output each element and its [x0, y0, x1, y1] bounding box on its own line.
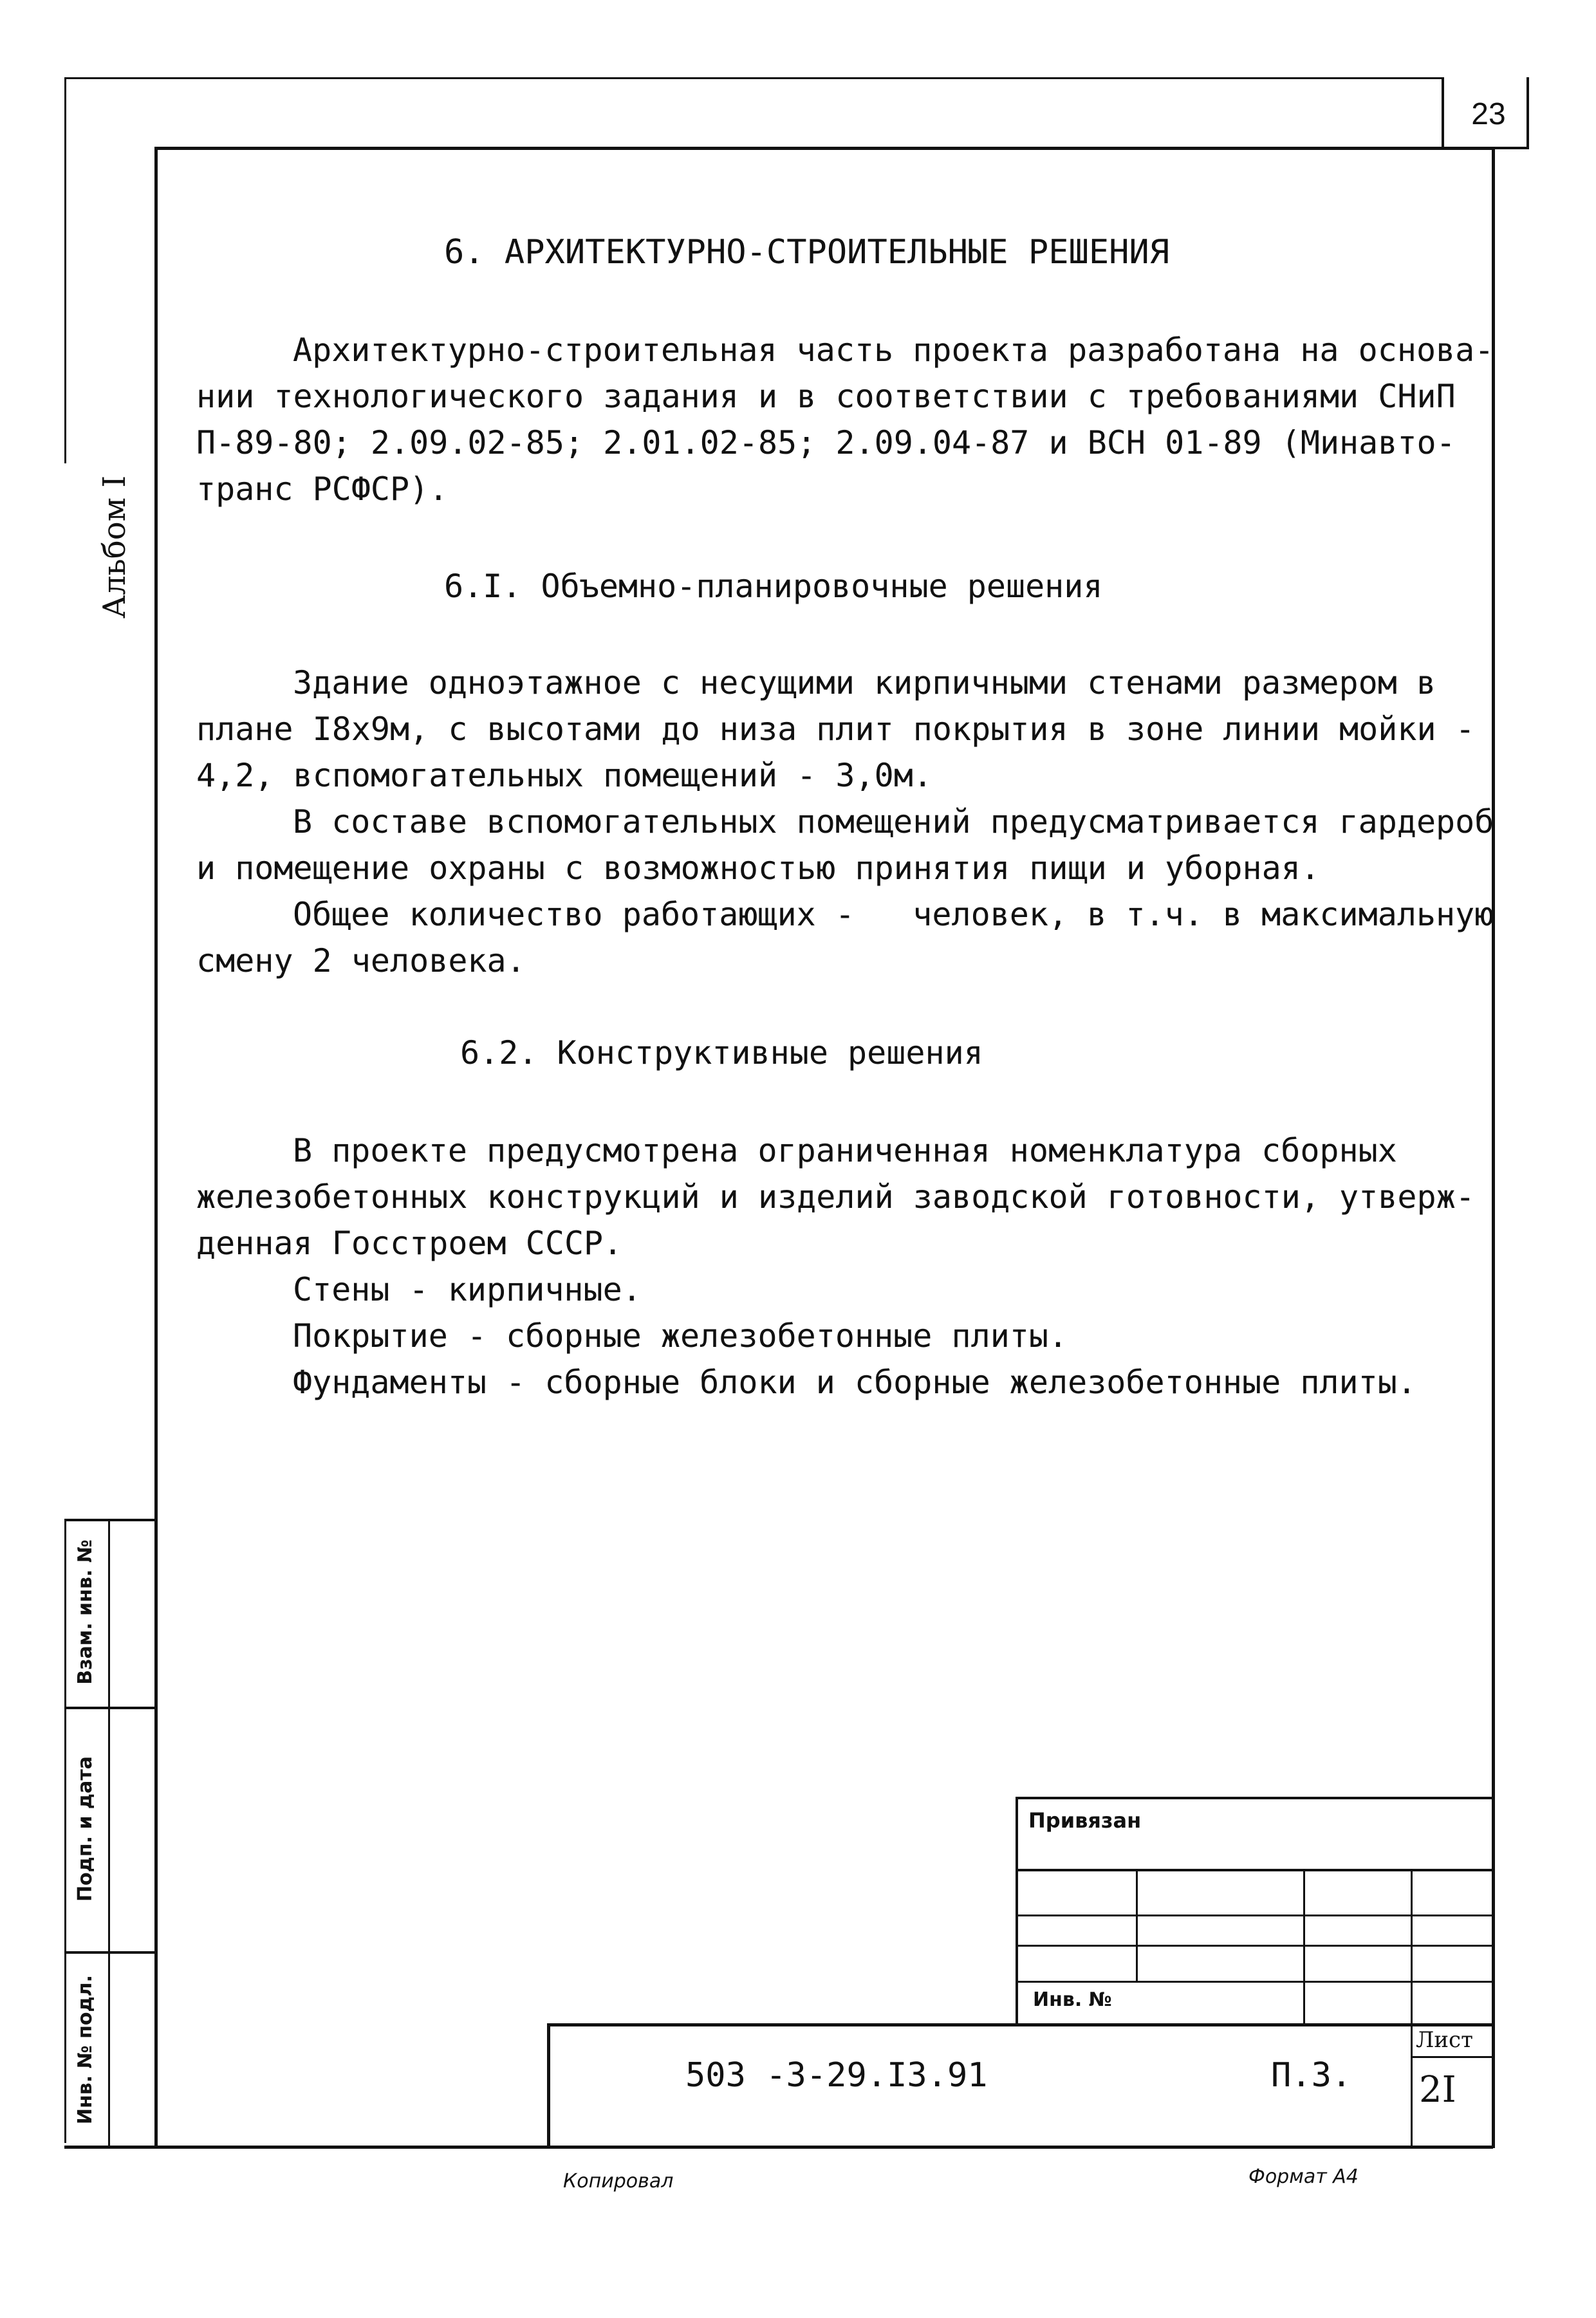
tb-left	[1016, 1797, 1018, 2025]
s1-line-5: и помещение охраны с возможностью принятия пищи и уборная.	[196, 849, 1320, 887]
tb-row-2	[1016, 1915, 1493, 1916]
sheet-number: 2I	[1419, 2069, 1456, 2111]
tb-top	[1016, 1797, 1493, 1799]
page-number-box-left	[1442, 77, 1444, 149]
left-stamp-row-1	[64, 1707, 156, 1709]
subsection-2-body	[196, 1127, 1475, 1405]
tb-col-3	[1411, 1869, 1413, 2146]
s1-line-2: плане I8x9м, с высотами до низа плит покрытия в зоне линии мойки -	[196, 710, 1475, 748]
s2-line-1: В проекте предусмотрена ограниченная номенклатура сборных	[293, 1132, 1397, 1169]
main-frame-left	[154, 147, 158, 2148]
intro-line-2: нии технологического задания и в соответствии с требованиями СНиП	[196, 378, 1456, 415]
code-block-top	[547, 2023, 1493, 2026]
s1-line-1: Здание одноэтажное с несущими кирпичными стенами размером в	[293, 664, 1436, 701]
album-label: Альбом I	[97, 475, 133, 619]
s1-line-4: В составе вспомогательных помещений предусматривается гардероб	[293, 803, 1494, 840]
s2-line-5: Покрытие - сборные железобетонные плиты.	[293, 1317, 1068, 1355]
format-label: Формат А4	[1248, 2165, 1359, 2188]
code-block-left	[547, 2023, 550, 2146]
tb-row-4	[1016, 1981, 1493, 1983]
vzam-inv-label: Взам. инв. №	[74, 1539, 97, 1685]
sheet-label-divider	[1411, 2056, 1493, 2058]
outer-frame-top	[64, 77, 1442, 79]
intro-line-4: транс РСФСР).	[196, 470, 449, 508]
tb-col-1	[1136, 1869, 1138, 1981]
inv-no-label: Инв. №	[1033, 1989, 1112, 2011]
doc-section: П.3.	[1271, 2056, 1352, 2095]
main-frame-bottom	[64, 2146, 1493, 2149]
tb-col-2	[1303, 1869, 1305, 2023]
left-stamp-divider	[108, 1519, 110, 2146]
tb-row-1	[1016, 1869, 1493, 1871]
s1-line-3: 4,2, вспомогательных помещений - 3,0м.	[196, 757, 933, 794]
left-stamp-row-2	[64, 1951, 156, 1954]
page-number: 23	[1471, 97, 1506, 131]
s2-line-2: железобетонных конструкций и изделий заводской готовности, утверж-	[196, 1178, 1475, 1216]
page-number-box-right	[1526, 77, 1529, 149]
subsection-1-body	[196, 660, 1494, 984]
podp-data-label: Подп. и дата	[74, 1756, 97, 1902]
doc-code: 503 -3-29.I3.91	[685, 2056, 988, 2095]
intro-line-3: П-89-80; 2.09.02-85; 2.01.02-85; 2.09.04-87 и ВСН 01-89 (Минавто-	[196, 424, 1456, 461]
copied-label: Копировал	[563, 2170, 674, 2193]
intro-line-1: Архитектурно-строительная часть проекта разработана на основа-	[293, 331, 1494, 369]
outer-frame-left	[64, 77, 66, 463]
sheet-label: Лист	[1416, 2027, 1473, 2053]
outer-frame-left-lower	[64, 1519, 66, 2143]
left-stamp-top	[64, 1519, 156, 1521]
s2-line-3: денная Госстроем СССР.	[196, 1225, 623, 1262]
privyazan-label: Привязан	[1028, 1808, 1142, 1833]
subsection-2-title: 6.2. Конструктивные решения	[460, 1034, 983, 1071]
s1-line-6: Общее количество работающих - человек, в т.ч. в максимальную	[293, 896, 1494, 933]
s2-line-6: Фундаменты - сборные блоки и сборные железобетонные плиты.	[293, 1364, 1416, 1401]
intro-paragraph	[196, 327, 1494, 512]
s1-line-7: смену 2 человека.	[196, 942, 526, 979]
s2-line-4: Стены - кирпичные.	[293, 1271, 642, 1308]
main-frame-top	[154, 147, 1493, 150]
page-number-box-bottom	[1442, 147, 1529, 149]
section-title: 6. АРХИТЕКТУРНО-СТРОИТЕЛЬНЫЕ РЕШЕНИЯ	[444, 233, 1170, 272]
inv-podl-label: Инв. № подл.	[74, 1974, 97, 2125]
tb-row-3	[1016, 1945, 1493, 1947]
subsection-1-title: 6.I. Объемно-планировочные решения	[444, 568, 1103, 605]
